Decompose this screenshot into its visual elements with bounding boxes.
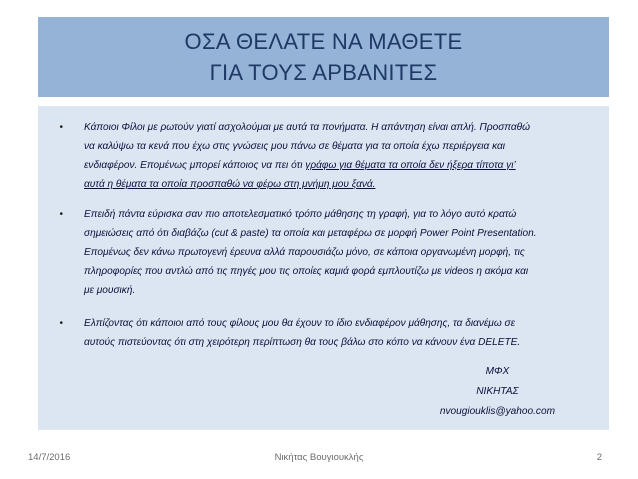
- bullet-item-1: [38, 118, 601, 194]
- signature-initials: ΜΦΧ: [485, 366, 510, 377]
- bullet-text-3: [84, 314, 600, 352]
- bullet-text-1: [84, 118, 600, 194]
- bullet-3-line-1: Ελπίζοντας ότι κάποιοι από τους φίλους μου θα έχουν το ίδιο ενδιαφέρον μάθησης, τα διανέμω σε: [84, 318, 516, 329]
- slide-title-line-1: ΟΣΑ ΘΕΛΑΤΕ ΝΑ ΜΑΘΕΤΕ: [184, 29, 463, 54]
- bullet-marker: •: [59, 209, 63, 220]
- slide-title-line-2: ΓΙΑ ΤΟΥΣ ΑΡΒΑΝΙΤΕΣ: [209, 60, 438, 85]
- footer-author: Νικήτας Βουγιουκλής: [274, 452, 364, 463]
- slide-title-box: [38, 17, 609, 97]
- bullet-text-2: [84, 205, 600, 300]
- signature-block: [440, 362, 555, 422]
- signature-email: nvougiouklis@yahoo.com: [439, 406, 555, 417]
- footer-page-number: 2: [596, 452, 602, 463]
- footer-date: 14/7/2016: [28, 452, 71, 463]
- bullet-3-line-2: αυτούς πιστεύοντας ότι στη χειρότερη περίπτωση θα τους βάλω στο κόπο να κάνουν ένα DELETE.: [84, 337, 521, 348]
- bullet-1-line-2: να καλύψω τα κενά που έχω στις γνώσεις μου πάνω σε θέματα για τα οποία έχω περιέργεια και: [84, 141, 505, 152]
- bullet-marker: •: [59, 122, 63, 133]
- bullet-marker: •: [59, 318, 63, 329]
- bullet-2-line-4: πληροφορίες που αντλώ από τις πηγές μου τις οποίες καμιά φορά εμπλουτίζω με videos η ακόμα και: [84, 266, 529, 277]
- bullet-item-2: [38, 205, 601, 300]
- bullet-2-line-2: σημειώσεις από ότι διαβάζω (cut & paste) τα οποία και μεταφέρω σε μορφή Power Point Presentation.: [84, 228, 537, 239]
- bullet-1-line-3-plain: ενδιαφέρον. Επομένως μπορεί κάποιος να πει ότι: [84, 160, 306, 171]
- bullet-2-line-1: Επειδή πάντα εύρισκα σαν πιο αποτελεσματικό τρόπο μάθησης τη γραφή, για το λόγο αυτό κρατώ: [84, 209, 517, 220]
- bullet-2-line-3: Επομένως δεν κάνω πρωτογενή έρευνα αλλά παρουσιάζω μόνο, σε κάποια οργανωμένη μορφή, τις: [84, 247, 525, 258]
- slide-body-box: [38, 106, 609, 430]
- bullet-item-3: [38, 314, 601, 352]
- bullet-2-line-5: με μουσική.: [84, 285, 136, 296]
- bullet-1-line-1: Κάποιοι Φίλοι με ρωτούν γιατί ασχολούμαι με αυτά τα πονήματα. Η απάντηση είναι απλή. Προσπαθώ: [84, 122, 531, 133]
- signature-name: ΝΙΚΗΤΑΣ: [476, 386, 519, 397]
- bullet-1-line-3: [84, 156, 600, 175]
- bullet-1-line-4: αυτά η θέματα τα οποία προσπαθώ να φέρω στη μνήμη μου ξανά.: [84, 179, 376, 190]
- bullet-1-line-3-underlined: γράφω για θέματα τα οποία δεν ήξερα τίποτα γι’: [305, 160, 516, 171]
